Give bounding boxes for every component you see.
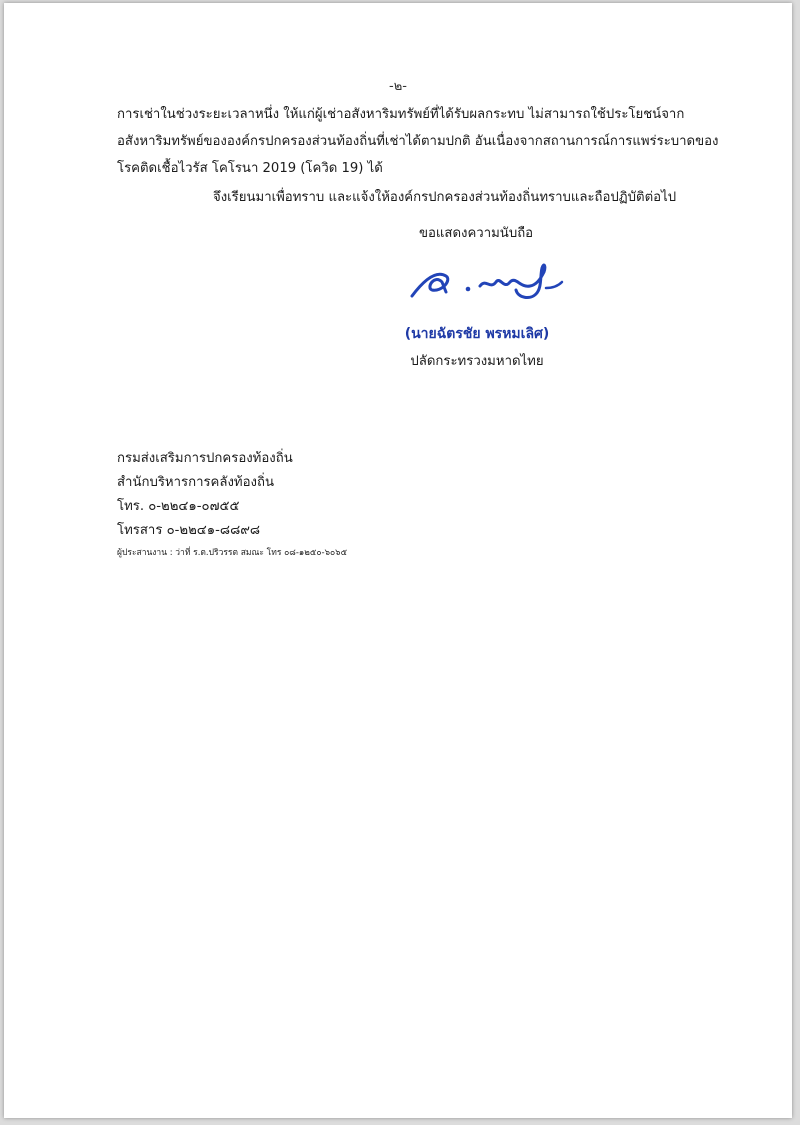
contact-department: กรมส่งเสริมการปกครองท้องถิ่น — [117, 451, 293, 466]
handwritten-signature — [406, 258, 566, 304]
document-page — [4, 3, 792, 1118]
coordinator-line: ผู้ประสานงาน : ว่าที่ ร.ต.ปริวรรต สมณะ โทร ๐๘-๑๒๕๐-๖๐๖๕ — [117, 548, 347, 558]
signer-name: (นายฉัตรชัย พรหมเลิศ) — [404, 326, 550, 342]
page-number: -๒- — [389, 79, 407, 94]
contact-office: สำนักบริหารการคลังท้องถิ่น — [117, 475, 274, 490]
body-line-1: การเช่าในช่วงระยะเวลาหนึ่ง ให้แก่ผู้เช่าอสังหาริมทรัพย์ที่ได้รับผลกระทบ ไม่สามารถใช้ประโยชน์จาก — [117, 107, 685, 122]
contact-phone: โทร. ๐-๒๒๔๑-๐๗๕๕ — [117, 499, 240, 514]
contact-block — [117, 447, 293, 543]
request-line: จึงเรียนมาเพื่อทราบ และแจ้งให้องค์กรปกครองส่วนท้องถิ่นทราบและถือปฏิบัติต่อไป — [213, 190, 677, 205]
body-line-3: โรคติดเชื้อไวรัส โคโรนา 2019 (โควิด 19) ได้ — [117, 161, 383, 176]
contact-fax: โทรสาร ๐-๒๒๔๑-๘๘๙๘ — [117, 523, 261, 538]
signer-title: ปลัดกระทรวงมหาดไทย — [410, 354, 544, 369]
body-paragraph — [117, 101, 727, 182]
body-line-2: อสังหาริมทรัพย์ขององค์กรปกครองส่วนท้องถิ่นที่เช่าได้ตามปกติ อันเนื่องจากสถานการณ์การแพร่ระบาดของ — [117, 134, 719, 149]
closing-salutation: ขอแสดงความนับถือ — [419, 226, 534, 241]
